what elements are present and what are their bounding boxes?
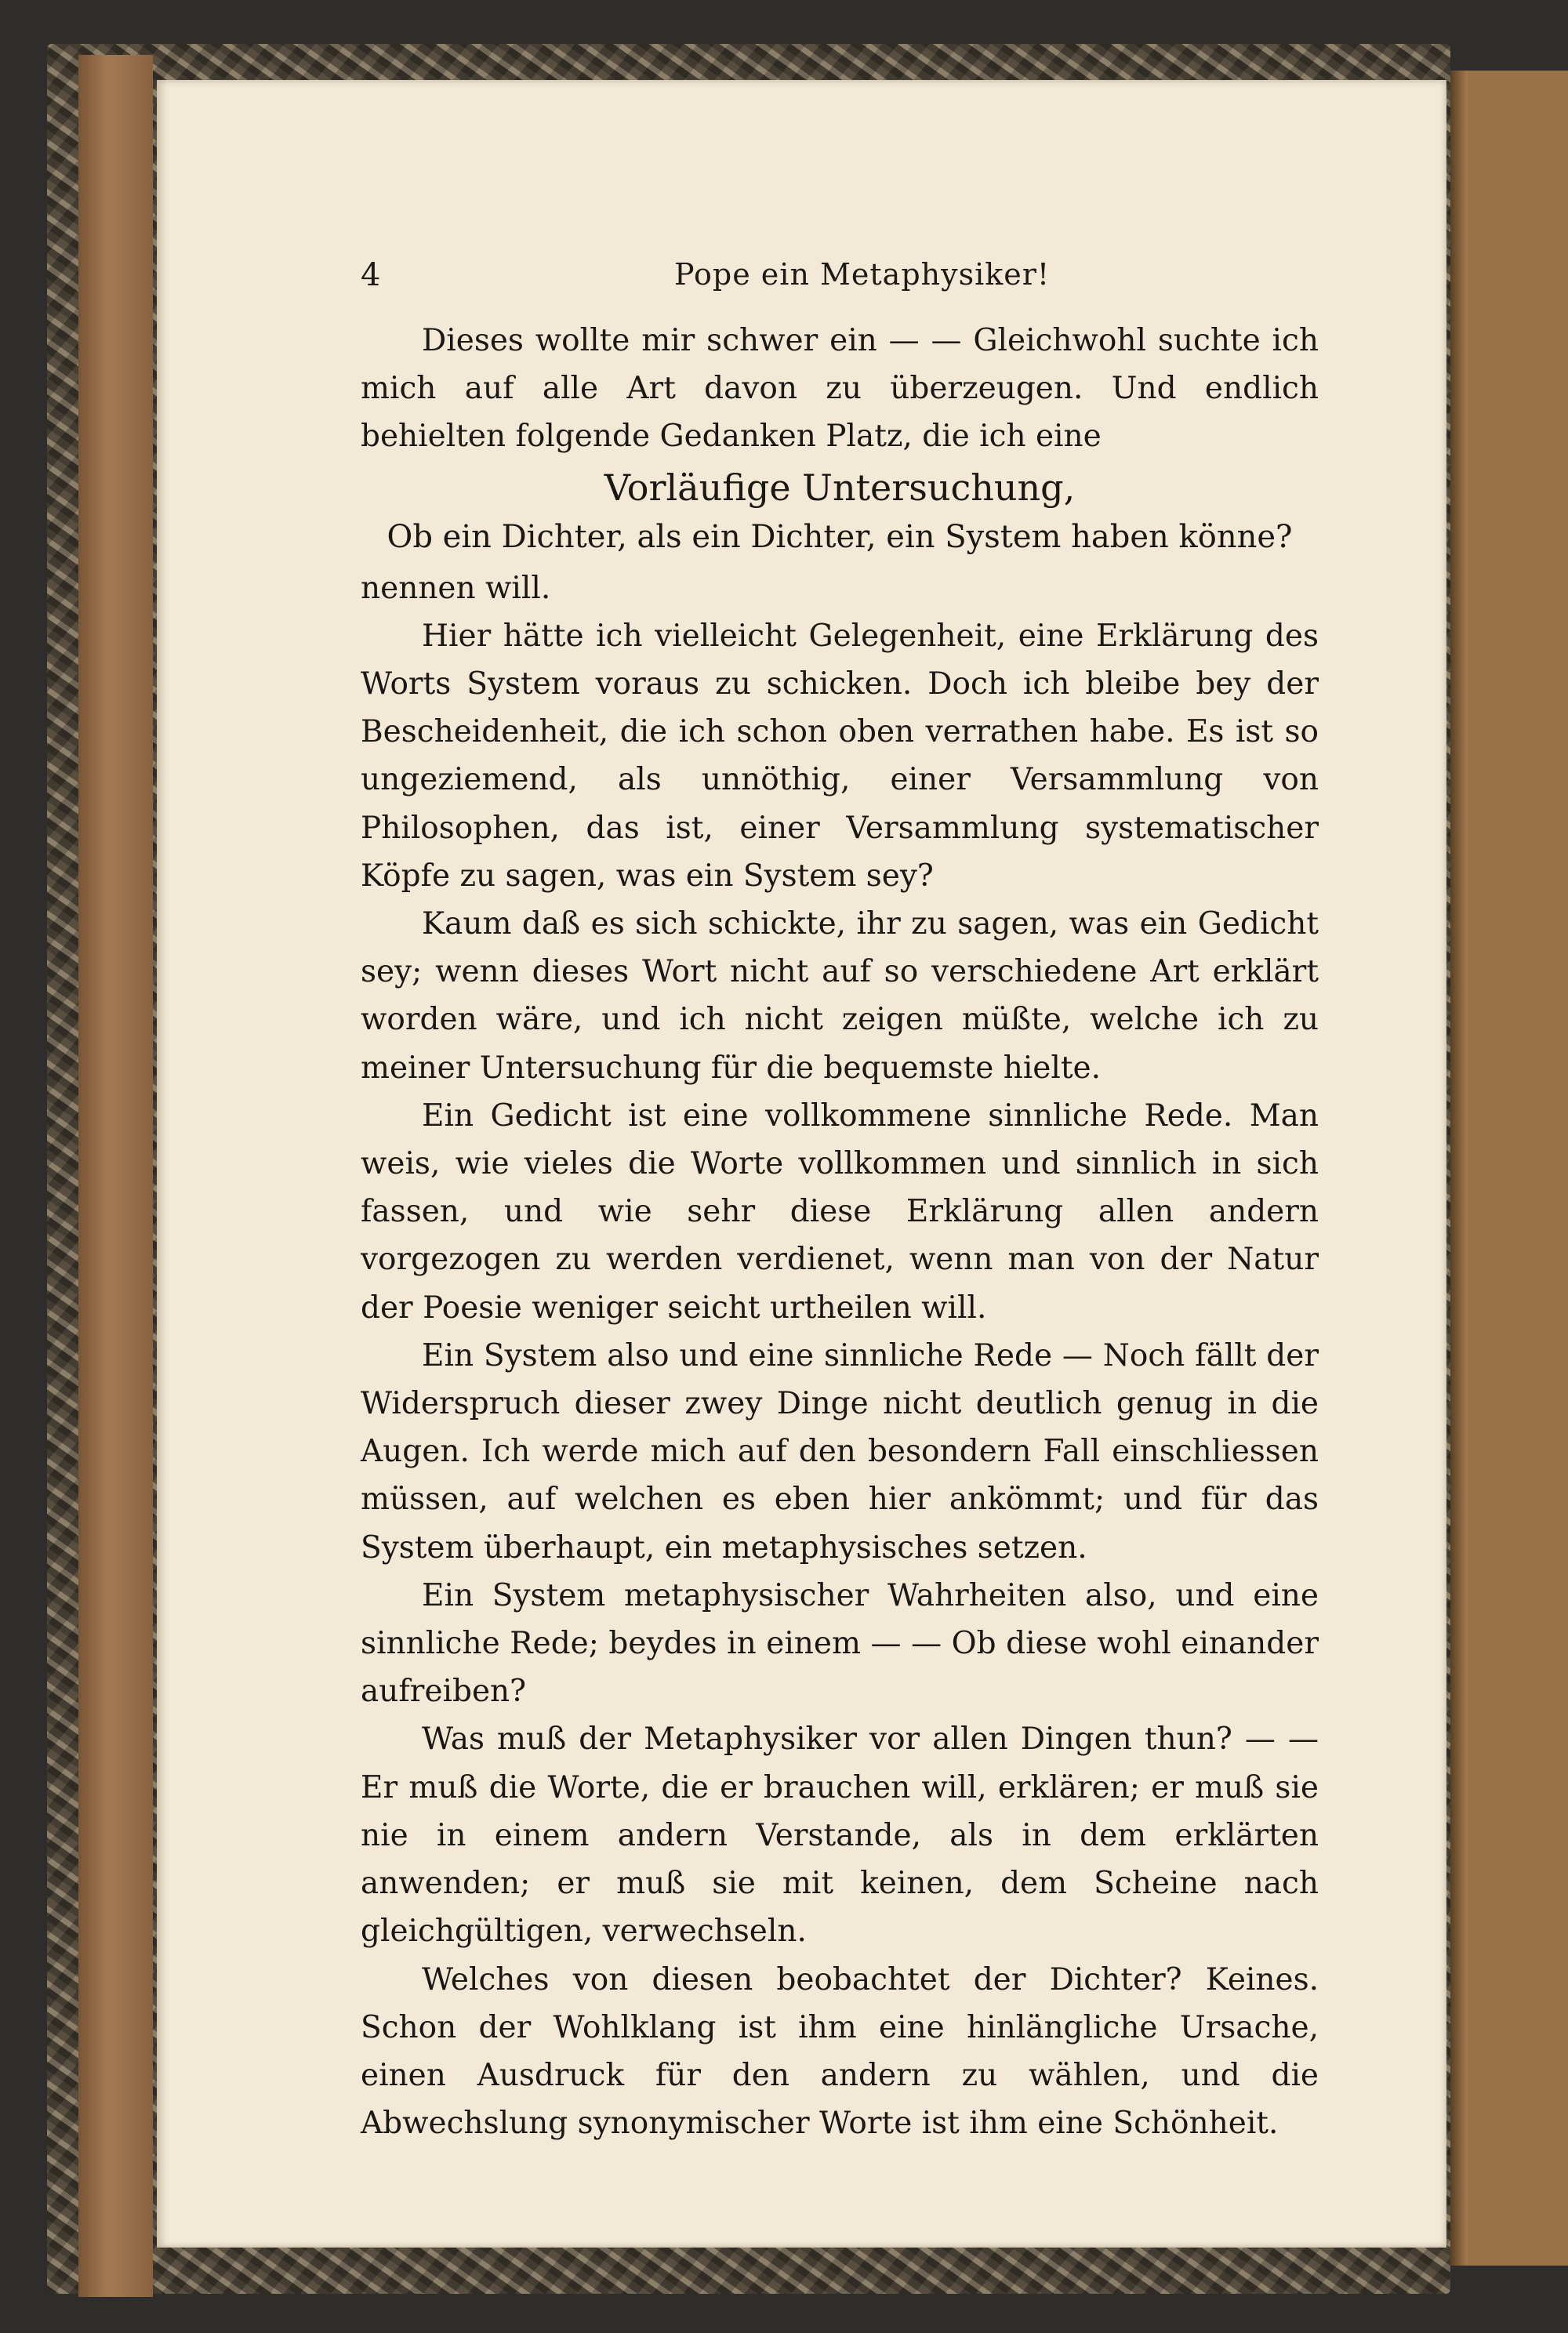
leather-spine	[78, 55, 153, 2297]
body-text	[361, 317, 1319, 2147]
section-question: Ob ein Dichter, als ein Dichter, ein System haben könne?	[387, 518, 1293, 555]
cover-shadow	[1450, 71, 1468, 2266]
paragraph-9: Welches von diesen beobachtet der Dichter? Keines. Schon der Wohlklang ist ihm eine hinlängliche Ursache, einen Ausdruck für den andern zu wählen, und die Abwechslung synonymischer Worte ist ihm eine Schönheit.	[361, 1961, 1319, 2142]
running-title: Pope ein Metaphysiker!	[674, 257, 1051, 292]
paragraph-3: Hier hätte ich vielleicht Gelegenheit, eine Erklärung des Worts System voraus zu schicken. Doch ich bleibe bey der Bescheidenheit, die ich schon oben verrathen habe. Es ist so ungeziemend, als unnöthig, einer Versammlung von Philosophen, das ist, einer Versammlung systematischer Köpfe zu sagen, was ein System sey?	[361, 618, 1319, 894]
page-number: 4	[361, 257, 381, 293]
paragraph-2: nennen will.	[361, 570, 551, 606]
cover-right-edge	[1450, 71, 1568, 2266]
section-heading: Vorläufige Untersuchung,	[604, 466, 1076, 509]
paragraph-7: Ein System metaphysischer Wahrheiten also, und eine sinnliche Rede; beydes in einem — — Ob diese wohl einander aufreiben?	[361, 1577, 1319, 1710]
page-header	[361, 257, 1317, 296]
paragraph-1: Dieses wollte mir schwer ein — — Gleichwohl suchte ich mich auf alle Art davon zu überzeugen. Und endlich behielten folgende Gedanken Platz, die ich eine	[361, 323, 1319, 455]
paragraph-6: Ein System also und eine sinnliche Rede — Noch fällt der Widerspruch dieser zwey Dinge nicht deutlich genug in die Augen. Ich werde mich auf den besondern Fall einschliessen müssen, auf welchen es eben hier ankömmt; und für das System überhaupt, ein metaphysisches setzen.	[361, 1337, 1319, 1566]
paragraph-8: Was muß der Metaphysiker vor allen Dingen thun? — — Er muß die Worte, die er brauchen will, erklären; er muß sie nie in einem andern Verstande, als in dem erklärten anwenden; er muß sie mit keinen, dem Scheine nach gleichgültigen, verwechseln.	[361, 1722, 1319, 1950]
paragraph-5: Ein Gedicht ist eine vollkommene sinnliche Rede. Man weis, wie vieles die Worte vollkommen und sinnlich in sich fassen, und wie sehr diese Erklärung allen andern vorgezogen zu werden verdienet, wenn man von der Natur der Poesie weniger seicht urtheilen will.	[361, 1098, 1319, 1326]
paragraph-4: Kaum daß es sich schickte, ihr zu sagen, was ein Gedicht sey; wenn dieses Wort nicht auf so verschiedene Art erklärt worden wäre, und ich nicht zeigen müßte, welche ich zu meiner Untersuchung für die bequemste hielte.	[361, 906, 1319, 1086]
